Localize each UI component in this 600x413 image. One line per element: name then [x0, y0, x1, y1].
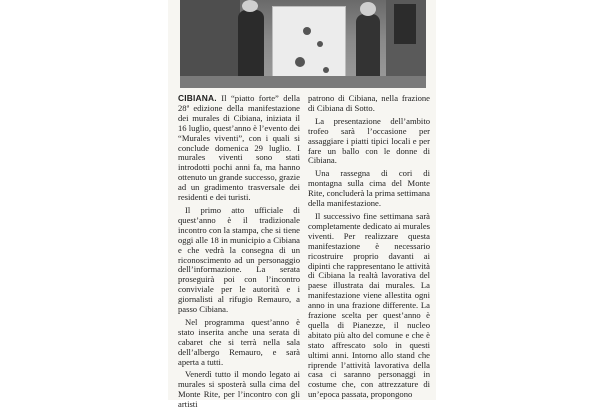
article-paragraph: La presentazione dell’ambito trofeo sarà l’occasione per assaggiare i piatti tipici locali e per fare un ballo con le donne di Cibiana.	[308, 115, 430, 166]
article-paragraph: Una rassegna di cori di montagna sulla cima del Monte Rite, concluderà la prima settimana della manifestazione.	[308, 168, 430, 209]
photo-background-left	[180, 0, 240, 88]
panel-dot	[295, 57, 305, 67]
photo-person-left-head	[242, 0, 258, 12]
article-paragraph: Nel programma quest’anno è stato inserita anche una serata di cabaret che si terrà nella sala dell’albergo Remauro, e sarà aperta a tutti.	[178, 316, 300, 367]
photo-person-right-head	[360, 2, 376, 16]
article-paragraph: Venerdì tutto il mondo legato ai murales si sposterà sulla cima del Monte Rite, per l’incontro con gli artisti	[178, 369, 300, 410]
photo-window	[394, 4, 416, 44]
panel-dot	[303, 27, 311, 35]
article-column-2	[308, 94, 430, 413]
article-column-1	[178, 94, 300, 413]
article-paragraph: Il primo atto ufficiale di quest’anno è il tradizionale incontro con la stampa, che si tiene oggi alle 18 in municipio a Cibiana e che vedrà la consegna di un riconoscimento ad un personaggio dell’informazione. La serata proseguirà poi con l’incontro conviviale per le autorità e i giornalisti al rifugio Remauro, a passo Cibiana.	[178, 204, 300, 315]
photo-floor	[180, 76, 426, 88]
newspaper-clipping	[168, 0, 436, 410]
article-dateline: CIBIANA.	[178, 93, 217, 103]
article-paragraph: Il successivo fine settimana sarà completamente dedicato ai murales viventi. Per realizzare questa manifestazione è necessario ricostruire proprio davanti ai dipinti che rappresentano le attività di Cibiana la realtà lavorativa del paese illustrata dai murales. La manifestazione viene allestita ogni anno in una frazione differente. La frazione scelta per quest’anno è quella di Pianezze, il nucleo abitato più alto del comune e che è stato affrescato solo in questi ultimi anni. Intorno allo stand che riprende l’attività lavorativa della casa ci saranno personaggi in costume che, con attrezzature di un’epoca passata, propongono	[308, 210, 430, 400]
panel-dot	[317, 41, 323, 47]
article-paragraph: CIBIANA. Il “piatto forte” della 28ª edizione della manifestazione dei murales di Cibiana, iniziata il 16 luglio, quest’anno è l’evento dei “Murales viventi”, con i quali si conclude domenica 29 luglio. I murales viventi sono stati introdotti pochi anni fa, ma hanno ottenuto un grande successo, grazie ad un gradimento trasversale dei residenti e dei turisti.	[178, 93, 300, 203]
article-body	[178, 94, 430, 413]
article-photo	[180, 0, 426, 88]
panel-dot	[323, 67, 329, 73]
article-paragraph: patrono di Cibiana, nella frazione di Cibiana di Sotto.	[308, 93, 430, 113]
